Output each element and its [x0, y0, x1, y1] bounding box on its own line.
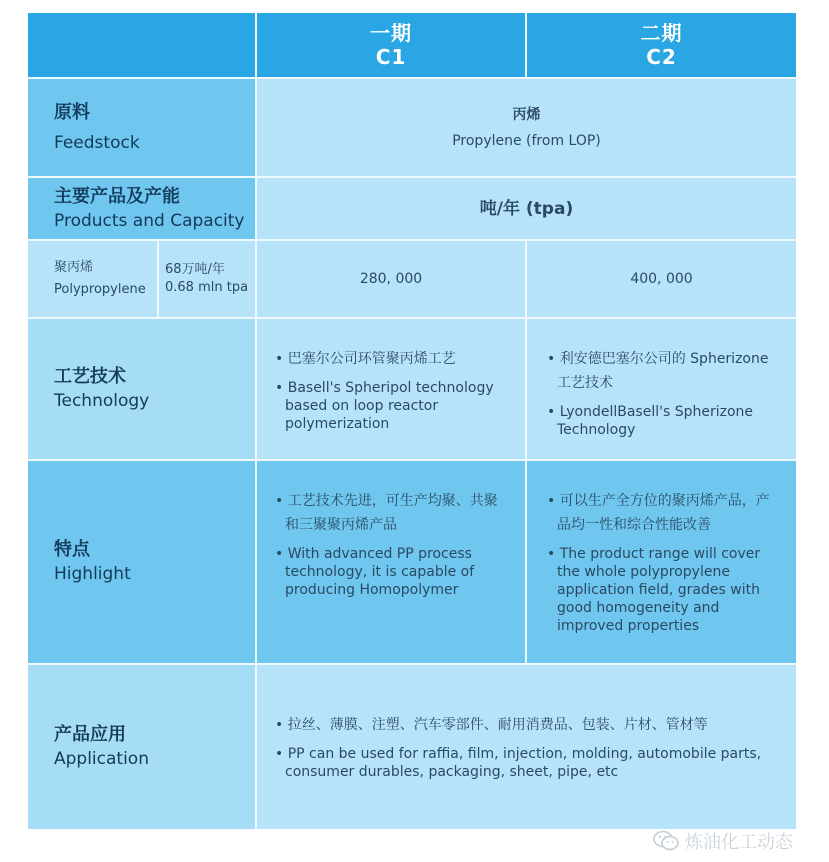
products-label-zh: 主要产品及产能: [54, 185, 180, 207]
watermark: [653, 828, 793, 854]
header-c1-en: C1: [375, 45, 407, 69]
technology-c1: [257, 319, 525, 459]
wechat-icon: [653, 830, 679, 852]
pp-label: [28, 241, 157, 317]
application-zh-text: 拉丝、薄膜、注塑、汽车零部件、耐用消费品、包装、片材、管材等: [287, 717, 708, 733]
feedstock-label: [28, 79, 255, 176]
application-en-text: PP can be used for raffia, film, injection, molding, automobile parts, consumer durables, packaging, sheet, pipe, etc: [285, 746, 762, 780]
pp-capacity-en: 0.68 mln tpa: [165, 280, 249, 295]
pp-capacity-zh: 68万吨/年: [165, 262, 225, 277]
technology-c1-en: • Basell's Spheripol technology based on loop reactor polymerization: [275, 380, 494, 432]
application-en: • PP can be used for raffia, film, injection, molding, automobile parts, consumer durables, packaging, sheet, pipe, etc: [275, 746, 762, 780]
highlight-label: [28, 461, 255, 663]
products-unit: 吨/年 (tpa): [479, 198, 574, 219]
technology-c2-zh: • 利安德巴塞尔公司的 Spherizone工艺技术: [547, 351, 769, 391]
feedstock-value-zh: 丙烯: [512, 106, 541, 123]
technology-c2-en-text: LyondellBasell's Spherizone Technology: [557, 404, 754, 438]
comparison-table: [28, 13, 796, 829]
technology-c2-zh-text: 利安德巴塞尔公司的 Spherizone工艺技术: [557, 351, 769, 391]
products-label-en: Products and Capacity: [54, 210, 245, 231]
feedstock-label-zh: 原料: [54, 101, 90, 123]
header-corner: [28, 13, 255, 77]
feedstock-value-en: Propylene (from LOP): [452, 132, 601, 149]
products-value: [257, 178, 796, 239]
technology-c2-en: • LyondellBasell's Spherizone Technology: [547, 404, 754, 438]
highlight-c2: [527, 461, 796, 663]
header-c1-zh: 一期: [370, 21, 412, 45]
highlight-c2-en: • The product range will cover the whole polypropylene application field, grades with good homogeneity and improved properties: [547, 546, 761, 634]
highlight-label-zh: 特点: [54, 539, 90, 560]
feedstock-label-en: Feedstock: [54, 132, 140, 153]
highlight-label-en: Highlight: [54, 564, 131, 584]
application-zh: • 拉丝、薄膜、注塑、汽车零部件、耐用消费品、包装、片材、管材等: [275, 717, 708, 733]
highlight-c1-zh-text: 工艺技术先进，可生产均聚、共聚和三聚聚丙烯产品: [285, 493, 498, 533]
technology-c2: [527, 319, 796, 459]
highlight-c1-en: • With advanced PP process technology, it is capable of producing Homopolymer: [275, 546, 475, 598]
header-c2: [527, 13, 796, 77]
application-label-en: Application: [54, 749, 149, 769]
pp-label-en: Polypropylene: [54, 282, 146, 297]
pp-capacity: [159, 241, 255, 317]
pp-c2-value: [527, 241, 796, 317]
technology-c1-zh: • 巴塞尔公司环管聚丙烯工艺: [275, 351, 456, 367]
pp-c1-value: [257, 241, 525, 317]
highlight-c2-en-text: The product range will cover the whole polypropylene application field, grades with good homogeneity and improved properties: [557, 546, 761, 634]
technology-label-zh: 工艺技术: [54, 366, 126, 387]
highlight-c1-zh: • 工艺技术先进，可生产均聚、共聚和三聚聚丙烯产品: [275, 493, 498, 533]
highlight-c1-en-text: With advanced PP process technology, it is capable of producing Homopolymer: [285, 546, 475, 598]
application-label-zh: 产品应用: [54, 724, 126, 745]
application-value: [257, 665, 796, 829]
feedstock-value: [257, 79, 796, 176]
application-label: [28, 665, 255, 829]
technology-label-en: Technology: [54, 391, 150, 411]
watermark-text: 炼油化工动态: [685, 832, 793, 853]
header-c2-zh: 二期: [640, 21, 683, 45]
technology-label: [28, 319, 255, 459]
header-c2-en: C2: [646, 45, 677, 69]
technology-c1-en-text: Basell's Spheripol technology based on loop reactor polymerization: [285, 380, 494, 432]
pp-c1-number: 280, 000: [359, 271, 423, 287]
highlight-c1: [257, 461, 525, 663]
products-label: [28, 178, 255, 239]
header-c1: [257, 13, 525, 77]
technology-c1-zh-text: 巴塞尔公司环管聚丙烯工艺: [287, 351, 456, 367]
highlight-c2-zh: • 可以生产全方位的聚丙烯产品，产品均一性和综合性能改善: [547, 493, 770, 533]
pp-label-zh: 聚丙烯: [54, 260, 94, 275]
highlight-c2-zh-text: 可以生产全方位的聚丙烯产品，产品均一性和综合性能改善: [557, 493, 770, 533]
pp-c2-number: 400, 000: [630, 271, 693, 287]
